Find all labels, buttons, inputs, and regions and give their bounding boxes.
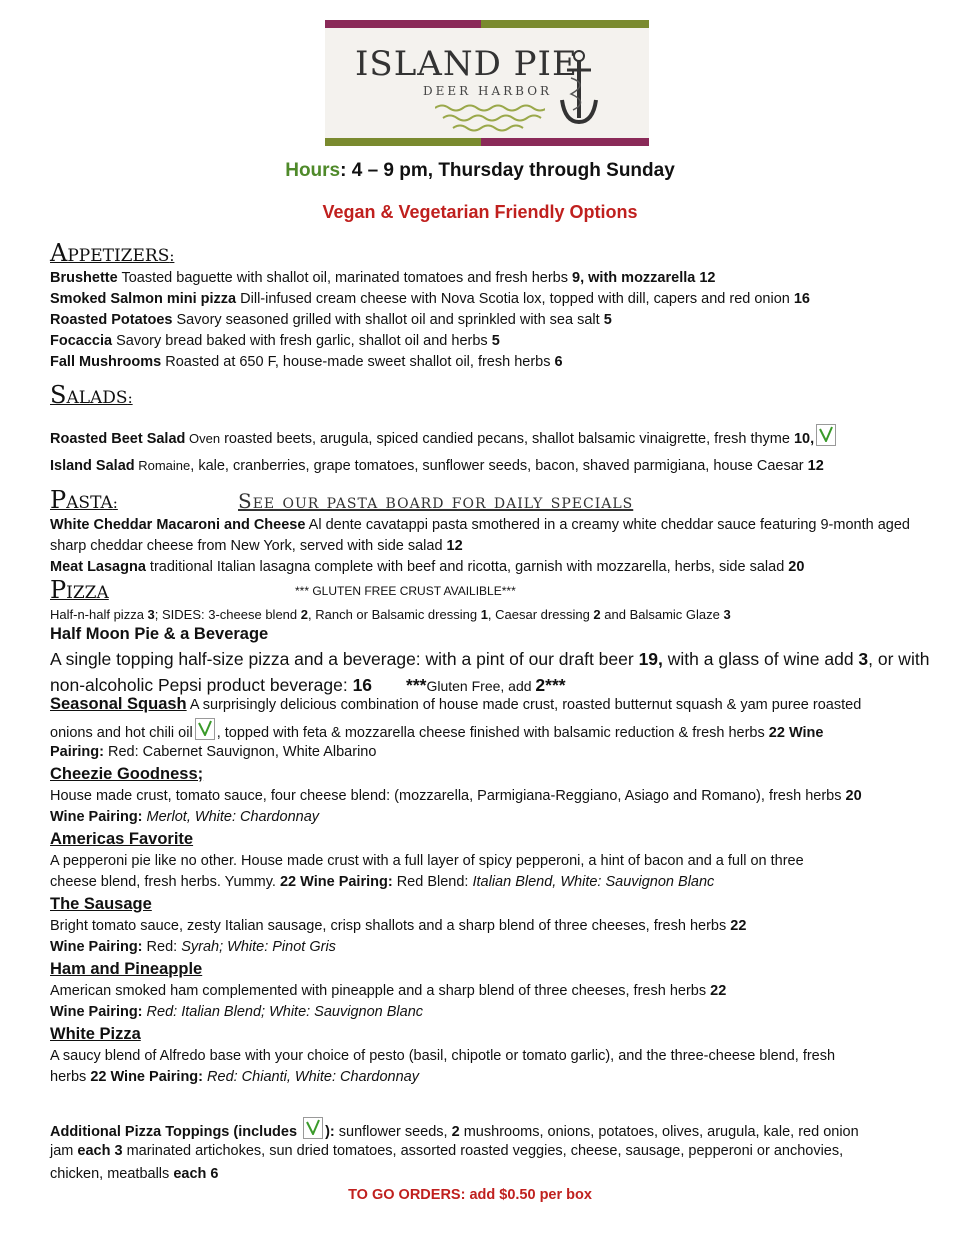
- hours-label: Hours: [285, 160, 341, 181]
- waves-icon: [435, 102, 545, 136]
- menu-item: House made crust, tomato sauce, four cheese blend: (mozzarella, Parmigiana-Reggiano, Asiago and Romano), fresh herbs 20: [50, 788, 862, 804]
- menu-item: Roasted Potatoes Savory seasoned grilled with shallot oil and sprinkled with sea salt 5: [50, 312, 612, 328]
- vegetarian-leaf-icon: [816, 424, 836, 446]
- logo: [325, 20, 649, 146]
- menu-item: Brushette Toasted baguette with shallot oil, marinated tomatoes and fresh herbs 9, with mozzarella 12: [50, 270, 716, 286]
- logo-name: ISLAND PIE: [355, 44, 578, 84]
- cheezie-title: Cheezie Goodness;: [50, 765, 204, 783]
- vegetarian-leaf-icon: [303, 1117, 323, 1139]
- menu-item: Island Salad Romaine, kale, cranberries, grape tomatoes, sunflower seeds, bacon, shaved parmigiana, house Caesar 12: [50, 458, 824, 474]
- logo-subtitle: DEER HARBOR: [423, 84, 553, 98]
- hours-text: : 4 – 9 pm, Thursday through Sunday: [340, 160, 675, 181]
- pizza-sides: Half-n-half pizza 3; SIDES: 3-cheese blend 2, Ranch or Balsamic dressing 1, Caesar dressing 2 and Balsamic Glaze 3: [50, 607, 731, 622]
- ham-title: Ham and Pineapple: [50, 960, 203, 978]
- pizza-heading: Pizza: [50, 576, 109, 604]
- menu-item: Meat Lasagna traditional Italian lasagna complete with beef and ricotta, garnish with mozzarella, herbs, side salad 20: [50, 559, 805, 575]
- menu-item: Focaccia Savory bread baked with fresh garlic, shallot oil and herbs 5: [50, 333, 500, 349]
- menu-item-cont: onions and hot chili oil , topped with feta & mozzarella cheese finished with balsamic reduction & fresh herbs 22 Wine: [50, 718, 930, 744]
- gluten-free-note: *** GLUTEN FREE CRUST AVAILIBLE***: [295, 584, 516, 598]
- menu-item: White Cheddar Macaroni and Cheese Al dente cavatappi pasta smothered in a creamy white cheddar sauce featuring 9-month aged sharp cheddar cheese from New York, served with side salad 12: [50, 517, 910, 554]
- americas-title: Americas Favorite: [50, 830, 194, 848]
- sausage-title: The Sausage: [50, 895, 152, 913]
- wine-pairing: Wine Pairing: Red: Italian Blend; White: Sauvignon Blanc: [50, 1004, 424, 1020]
- hours: [0, 160, 960, 182]
- wine-pairing: Pairing: Red: Cabernet Sauvignon, White Albarino: [50, 744, 377, 760]
- menu-item: A pepperoni pie like no other. House made crust with a full layer of spicy pepperoni, a hint of bacon and a full on three: [50, 853, 804, 869]
- appetizers-heading: Appetizers:: [50, 239, 175, 267]
- menu-item: American smoked ham complemented with pineapple and a sharp blend of three cheeses, fresh herbs 22: [50, 983, 727, 999]
- wine-pairing: Wine Pairing: Merlot, White: Chardonnay: [50, 809, 320, 825]
- vegan-note: Vegan & Vegetarian Friendly Options: [322, 202, 638, 222]
- menu-item: A saucy blend of Alfredo base with your choice of pesto (basil, chipotle or tomato garlic), and the three-cheese blend, fresh: [50, 1048, 836, 1064]
- toppings-cont: jam each 3 marinated artichokes, sun dried tomatoes, assorted roasted veggies, cheese, sausage, pepperoni or anchovies,: [50, 1143, 844, 1159]
- salads-heading: Salads:: [50, 381, 133, 409]
- menu-item-cont: cheese blend, fresh herbs. Yummy. 22 Wine Pairing: Red Blend: Italian Blend, White: Sauvignon Blanc: [50, 874, 715, 890]
- to-go-note: TO GO ORDERS: add $0.50 per box: [348, 1187, 592, 1203]
- wine-pairing: Wine Pairing: Red: Syrah; White: Pinot Gris: [50, 939, 336, 955]
- white-pizza-title: White Pizza: [50, 1025, 141, 1043]
- half-moon-desc: A single topping half-size pizza and a beverage: with a pint of our draft beer 19, with a glass of wine add 3, or with non-alcoholic Pepsi product beverage: 16 ***Gluten Free, add 2***: [50, 649, 930, 695]
- vegetarian-leaf-icon: [195, 718, 215, 740]
- menu-item: Seasonal Squash A surprisingly delicious combination of house made crust, roasted butternut squash & yam puree roasted: [50, 695, 862, 713]
- menu-item: Roasted Beet Salad Oven roasted beets, arugula, spiced candied pecans, shallot balsamic vinaigrette, fresh thyme 10,: [50, 424, 930, 450]
- pasta-specials-note: See our pasta board for daily specials: [238, 489, 634, 513]
- menu-item-cont: herbs 22 Wine Pairing: Red: Chianti, White: Chardonnay: [50, 1069, 419, 1085]
- menu-item: Smoked Salmon mini pizza Dill-infused cream cheese with Nova Scotia lox, topped with dill, capers and red onion 16: [50, 291, 810, 307]
- menu-item: Fall Mushrooms Roasted at 650 F, house-made sweet shallot oil, fresh herbs 6: [50, 354, 563, 370]
- menu-item: Bright tomato sauce, zesty Italian sausage, crisp shallots and a sharp blend of three cheeses, fresh herbs 22: [50, 918, 747, 934]
- half-moon-title: Half Moon Pie & a Beverage: [50, 625, 269, 643]
- toppings-cont: chicken, meatballs each 6: [50, 1166, 219, 1182]
- toppings: Additional Pizza Toppings (includes ): sunflower seeds, 2 mushrooms, onions, potatoes, olives, arugula, kale, red onion: [50, 1117, 930, 1143]
- anchor-icon: [559, 48, 599, 130]
- pasta-heading: Pasta:: [50, 486, 118, 514]
